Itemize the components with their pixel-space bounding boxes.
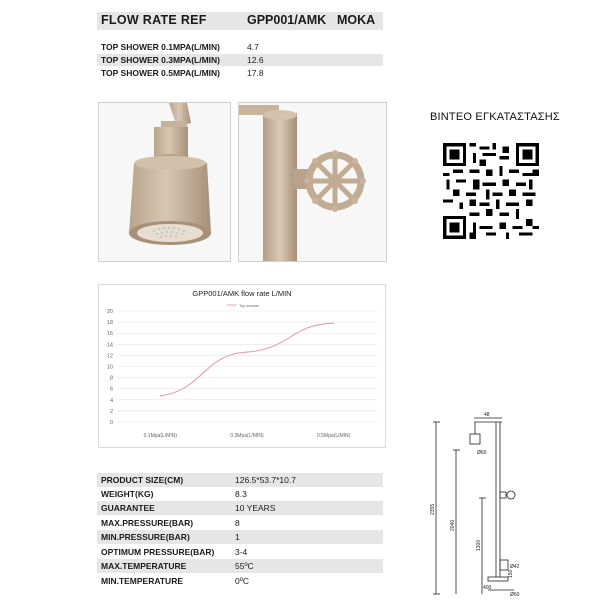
spec-row	[97, 516, 383, 530]
y-tick-label: 4	[109, 397, 113, 404]
data-point	[333, 323, 334, 324]
x-tick-label: 0.1Mpa(L/MIN)	[143, 433, 178, 439]
dim-label: 400	[483, 585, 492, 591]
flow-label: TOP SHOWER 0.5MPA(L/MIN)	[101, 68, 221, 78]
spec-label: MIN.PRESSURE(BAR)	[101, 532, 190, 542]
y-tick-label: 10	[106, 364, 113, 371]
y-tick-label: 20	[106, 309, 113, 315]
dim-label: 1300	[476, 539, 482, 551]
spec-label: MAX.PRESSURE(BAR)	[101, 518, 194, 528]
data-point	[246, 351, 247, 352]
technical-drawing	[430, 412, 530, 602]
spec-value: 8	[235, 518, 240, 528]
dim-label: 48	[484, 412, 490, 418]
spec-row	[97, 473, 383, 487]
shower-head-photo	[98, 102, 231, 262]
dim-label: 2040	[450, 519, 456, 531]
spec-row	[97, 574, 383, 588]
flow-label: TOP SHOWER 0.1MPA(L/MIN)	[101, 42, 221, 52]
dim-label: 2355	[430, 503, 436, 515]
legend-label: Top shower	[239, 303, 260, 308]
flow-label: TOP SHOWER 0.3MPA(L/MIN)	[101, 55, 221, 65]
spec-value: 1	[235, 532, 240, 542]
dim-label: Ø42	[510, 564, 520, 570]
qr-code-image[interactable]	[443, 143, 539, 244]
flow-row	[97, 54, 383, 66]
spec-value: 10 YEARS	[235, 503, 276, 513]
flow-rate-header	[97, 12, 383, 30]
y-tick-label: 16	[106, 331, 113, 338]
spec-value: 55ºC	[235, 561, 254, 571]
spec-value: 0ºC	[235, 576, 249, 586]
flow-row	[97, 67, 383, 79]
header-model: GPP001/AMK	[247, 13, 327, 27]
spec-value: 3-4	[235, 547, 248, 557]
valve-wheel-photo	[238, 102, 387, 262]
x-tick-label: 0.5Mpa(L/MIN)	[316, 433, 351, 439]
spec-row	[97, 559, 383, 573]
flow-rate-chart	[98, 284, 386, 448]
spec-value: 126.5*53.7*10.7	[235, 475, 296, 485]
y-tick-label: 0	[109, 420, 113, 426]
dim-label: Ø60	[510, 592, 520, 597]
y-tick-label: 12	[106, 353, 113, 360]
spec-label: MAX.TEMPERATURE	[101, 561, 187, 571]
chart-title: GPP001/AMK flow rate L/MIN	[192, 289, 292, 298]
dim-label: 150	[508, 569, 514, 578]
y-tick-label: 14	[106, 342, 113, 349]
spec-row	[97, 487, 383, 501]
x-tick-label: 0.3Mpa(L/MIN)	[230, 433, 264, 439]
y-tick-label: 2	[109, 408, 113, 415]
spec-label: MIN.TEMPERATURE	[101, 576, 184, 586]
y-tick-label: 8	[109, 375, 113, 382]
spec-label: OPTIMUM PRESSURE(BAR)	[101, 547, 215, 557]
spec-value: 8.3	[235, 489, 247, 499]
flow-value: 12.6	[247, 55, 264, 65]
spec-row	[97, 545, 383, 559]
flow-value: 17.8	[247, 68, 264, 78]
dim-label: Ø60	[477, 450, 487, 456]
series-line	[160, 323, 333, 396]
spec-label: GUARANTEE	[101, 503, 155, 513]
spec-label: PRODUCT SIZE(CM)	[101, 475, 184, 485]
header-finish: ΜΟΚΑ	[337, 13, 376, 27]
y-tick-label: 6	[109, 386, 113, 393]
y-tick-label: 18	[106, 320, 113, 327]
header-title: FLOW RATE REF	[101, 13, 207, 27]
data-point	[160, 395, 161, 396]
spec-row	[97, 501, 383, 515]
qr-title: ΒΙΝΤΕΟ ΕΓΚΑΤΑΣΤΑΣΗΣ	[430, 111, 560, 123]
spec-row	[97, 530, 383, 544]
flow-row	[97, 41, 383, 53]
spec-label: WEIGHT(KG)	[101, 489, 154, 499]
flow-value: 4.7	[247, 42, 259, 52]
